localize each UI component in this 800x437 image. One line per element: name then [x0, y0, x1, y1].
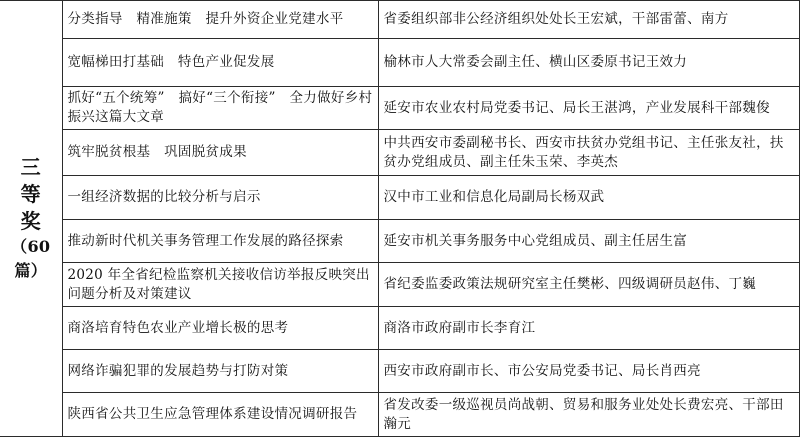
paper-title: 网络诈骗犯罪的发展趋势与打防对策	[62, 350, 378, 393]
paper-author: 省委组织部非公经济组织处处长王宏斌，干部雷蕾、南方	[378, 1, 800, 39]
paper-author: 西安市政府副市长、市公安局党委书记、局长肖西亮	[378, 350, 800, 393]
paper-author: 延安市机关事务服务中心党组成员、副主任居生富	[378, 220, 800, 263]
paper-author: 榆林市人大常委会副主任、横山区委原书记王效力	[378, 39, 800, 87]
paper-author: 汉中市工业和信息化局副局长杨双武	[378, 176, 800, 220]
paper-author: 商洛市政府副市长李育江	[378, 307, 800, 350]
table-row	[0, 176, 800, 220]
category-char: 等	[20, 182, 41, 206]
paper-title: 商洛培育特色农业产业增长极的思考	[62, 307, 378, 350]
paper-title: 抓好“五个统筹” 搞好“三个衔接” 全力做好乡村振兴这篇大文章	[62, 87, 378, 130]
paper-author: 中共西安市委副秘书长、西安市扶贫办党组书记、主任张友社，扶贫办党组成员、副主任朱玉荣、李英杰	[378, 130, 800, 176]
category-count: （60 篇）	[11, 237, 51, 280]
paper-title: 2020 年全省纪检监察机关接收信访举报反映突出问题分析及对策建议	[62, 263, 378, 307]
paper-title: 推动新时代机关事务管理工作发展的路径探索	[62, 220, 378, 263]
table-row	[0, 307, 800, 350]
table-row	[0, 87, 800, 130]
table-row	[0, 220, 800, 263]
table-row	[0, 39, 800, 87]
table-row	[0, 350, 800, 393]
paper-title: 陕西省公共卫生应急管理体系建设情况调研报告	[62, 393, 378, 437]
category-char: 三	[20, 155, 41, 179]
paper-author: 省纪委监委政策法规研究室主任樊彬、四级调研员赵伟、丁巍	[378, 263, 800, 307]
table-row	[0, 130, 800, 176]
paper-author: 延安市农业农村局党委书记、局长王湛鸿，产业发展科干部魏俊	[378, 87, 800, 130]
table-row	[0, 393, 800, 437]
category-cell	[0, 1, 62, 437]
category-char: 奖	[20, 209, 41, 233]
paper-title: 一组经济数据的比较分析与启示	[62, 176, 378, 220]
paper-title: 宽幅梯田打基础 特色产业促发展	[62, 39, 378, 87]
paper-title: 分类指导 精准施策 提升外资企业党建水平	[62, 1, 378, 39]
table-row	[0, 1, 800, 39]
table-row	[0, 263, 800, 307]
paper-title: 筑牢脱贫根基 巩固脱贫成果	[62, 130, 378, 176]
paper-author: 省发改委一级巡视员尚战朝、贸易和服务业处处长费宏亮、干部田瀚元	[378, 393, 800, 437]
